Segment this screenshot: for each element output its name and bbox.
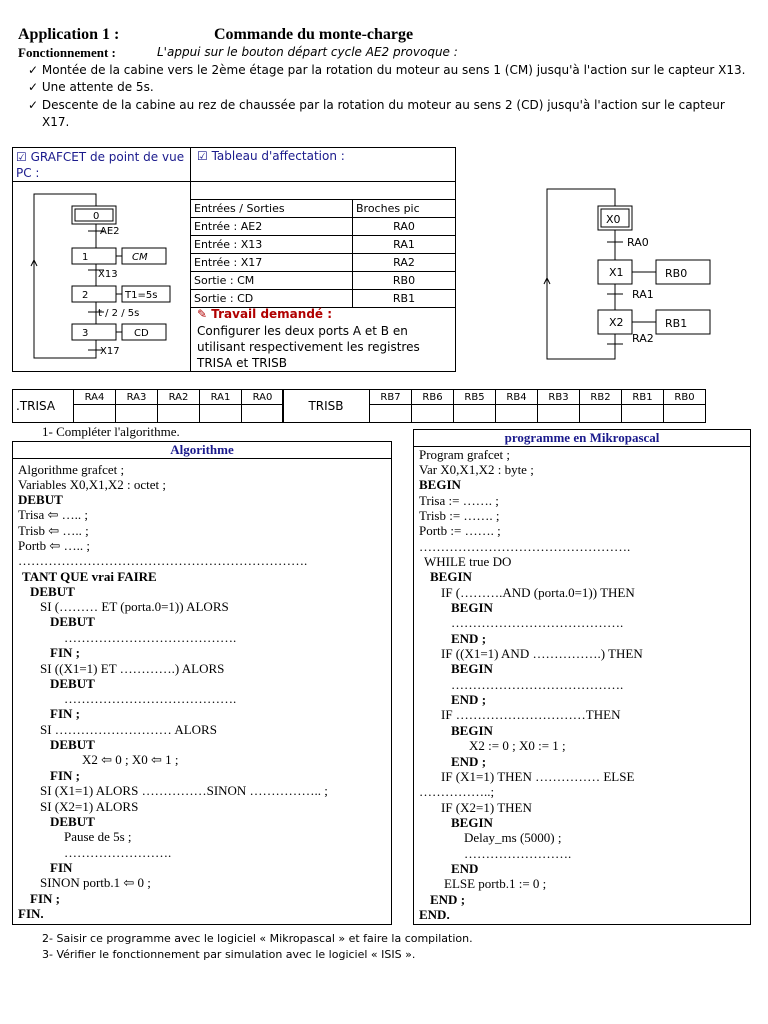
- transition-label: t / 2 / 5s: [98, 308, 140, 319]
- bit-value-field[interactable]: [158, 405, 200, 423]
- table-cell: Entrée : X13: [191, 236, 353, 254]
- table-cell: Entrée : AE2: [191, 218, 353, 236]
- transition-label: RA1: [632, 288, 654, 301]
- trisa-register: [12, 389, 284, 423]
- code-line: Trisb ⇦ ….. ;: [18, 523, 89, 538]
- pencil-icon: ✎: [197, 307, 212, 321]
- code-line: DEBUT: [18, 492, 63, 507]
- mikropascal-title: programme en Mikropascal: [504, 430, 660, 445]
- bit-value-field[interactable]: [622, 405, 664, 423]
- table-row: [191, 272, 456, 290]
- bit-value-field[interactable]: [370, 405, 412, 423]
- code-line: TANT QUE vrai FAIRE: [22, 569, 157, 584]
- bit-label: RB6: [412, 390, 454, 405]
- code-line: ………………………………….: [64, 630, 237, 645]
- bit-value-field[interactable]: [580, 405, 622, 423]
- code-line: SI ((X1=1) ET ………….) ALORS: [40, 661, 225, 676]
- code-line: BEGIN: [451, 600, 493, 615]
- bit-label: RA0: [242, 390, 284, 405]
- code-line: DEBUT: [30, 584, 75, 599]
- action-label: CM: [132, 252, 148, 263]
- divider: [12, 458, 392, 459]
- code-line: IF (……….AND (porta.0=1)) THEN: [441, 585, 635, 600]
- code-line: DEBUT: [50, 814, 95, 829]
- code-line: Trisa ⇦ ….. ;: [18, 507, 89, 522]
- step-label: 3: [82, 328, 89, 339]
- step-2: [72, 286, 116, 302]
- list-item: ✓ Descente de la cabine au rez de chaussée par la rotation du moteur au sens 2 (CD) jusqu'à l'action sur le capteur: [28, 98, 725, 112]
- code-line: FIN ;: [50, 645, 80, 660]
- code-line: IF (X1=1) THEN …………… ELSE: [441, 769, 635, 784]
- table-cell: Entrée : X17: [191, 254, 353, 272]
- code-line: Portb := ……. ;: [419, 523, 501, 538]
- code-line: Trisb := ……. ;: [419, 508, 500, 523]
- list-item: ✓ Une attente de 5s.: [28, 80, 154, 94]
- table-cell: Sortie : CM: [191, 272, 353, 290]
- question-1: 1- Compléter l'algorithme.: [42, 424, 180, 439]
- list-item: ✓ Montée de la cabine vers le 2ème étage par la rotation du moteur au sens 1 (CM) jusqu'à l'action sur le capteur X13.: [28, 63, 746, 77]
- code-line: ELSE portb.1 := 0 ;: [444, 876, 547, 891]
- algorithme-title: Algorithme: [170, 442, 234, 457]
- assignment-table: [190, 199, 456, 308]
- question-3: 3- Vérifier le fonctionnement par simulation avec le logiciel « ISIS ».: [42, 948, 416, 961]
- code-line: IF ((X1=1) AND …………….) THEN: [441, 646, 643, 661]
- code-line: BEGIN: [419, 477, 461, 492]
- code-line: X2 ⇦ 0 ; X0 ⇦ 1 ;: [82, 752, 179, 767]
- bit-value-field[interactable]: [538, 405, 580, 423]
- code-line: …………………….: [64, 845, 172, 860]
- code-line: FIN ;: [30, 891, 60, 906]
- bit-label: RA3: [116, 390, 158, 405]
- bit-value-field[interactable]: [116, 405, 158, 423]
- transition-label: X17: [100, 346, 120, 357]
- bit-label: RB7: [370, 390, 412, 405]
- table-cell: RA2: [353, 254, 456, 272]
- affectation-title: ☑ Tableau d'affectation :: [197, 149, 345, 163]
- code-line: FIN ;: [50, 706, 80, 721]
- bit-value-field[interactable]: [200, 405, 242, 423]
- code-line: BEGIN: [451, 723, 493, 738]
- trisb-label: TRISB: [283, 390, 370, 423]
- transition-label: RA2: [632, 332, 654, 345]
- bit-label: RB5: [454, 390, 496, 405]
- step-label: X2: [609, 316, 624, 329]
- checkbox-icon: ☑: [16, 150, 31, 164]
- table-header-row: [191, 200, 456, 218]
- checkbox-icon: ☑: [197, 149, 212, 163]
- transition-label: X13: [98, 269, 118, 280]
- code-line: END ;: [451, 631, 487, 646]
- code-line: ………………………………………………………….: [18, 553, 308, 568]
- code-line: END ;: [451, 692, 487, 707]
- step-label: 0: [93, 211, 100, 222]
- step-label: 1: [82, 252, 89, 263]
- code-line: Variables X0,X1,X2 : octet ;: [18, 477, 167, 492]
- code-line: Delay_ms (5000) ;: [464, 830, 562, 845]
- table-row: [191, 218, 456, 236]
- bit-label: RB2: [580, 390, 622, 405]
- divider: [190, 181, 456, 182]
- grafcet-pc-diagram: [12, 182, 190, 372]
- code-line: ………………………………….: [451, 677, 624, 692]
- code-line: ……………..;: [419, 784, 495, 799]
- transition-label: RA0: [627, 236, 649, 249]
- bit-value-field[interactable]: [664, 405, 706, 423]
- work-title: ✎ Travail demandé :: [197, 307, 333, 321]
- code-line: X2 := 0 ; X0 := 1 ;: [469, 738, 566, 753]
- action-label: RB0: [665, 267, 688, 280]
- bit-value-field[interactable]: [242, 405, 284, 423]
- bit-label: RB3: [538, 390, 580, 405]
- code-line: DEBUT: [50, 737, 95, 752]
- bit-value-field[interactable]: [496, 405, 538, 423]
- bit-label: RB4: [496, 390, 538, 405]
- action-label: RB1: [665, 317, 688, 330]
- code-line: SINON portb.1 ⇦ 0 ;: [40, 875, 151, 890]
- code-line: FIN: [50, 860, 73, 875]
- code-line: Portb ⇦ ….. ;: [18, 538, 90, 553]
- table-row: [191, 236, 456, 254]
- code-line: DEBUT: [50, 614, 95, 629]
- action-label: CD: [134, 328, 149, 339]
- code-line: END ;: [430, 892, 466, 907]
- table-header: Entrées / Sorties: [191, 200, 353, 218]
- code-line: IF (X2=1) THEN: [441, 800, 532, 815]
- code-line: SI ……………………… ALORS: [40, 722, 217, 737]
- bit-value-field[interactable]: [74, 405, 116, 423]
- fonctionnement-label: Fonctionnement :: [18, 45, 116, 60]
- code-line: END ;: [451, 754, 487, 769]
- code-line: FIN ;: [50, 768, 80, 783]
- code-line: BEGIN: [451, 815, 493, 830]
- transition-label: AE2: [100, 226, 120, 237]
- table-cell: RB1: [353, 290, 456, 308]
- code-line: ………………………………….: [451, 615, 624, 630]
- code-line: Program grafcet ;: [419, 447, 510, 462]
- step-label: 2: [82, 290, 89, 301]
- grafcet-pc-title: ☑ GRAFCET de point de vue PC :: [16, 150, 185, 180]
- table-row: [191, 290, 456, 308]
- trisa-label: .TRISA: [13, 390, 74, 423]
- work-text: Configurer les deux ports A et B en utilisant respectivement les registres TRISA et TRISB: [197, 324, 420, 370]
- page-title: Commande du monte-charge: [214, 26, 414, 43]
- code-line: WHILE true DO: [424, 554, 512, 569]
- fonctionnement-text: L'appui sur le bouton départ cycle AE2 provoque :: [157, 45, 458, 59]
- step-label: X1: [609, 266, 624, 279]
- bit-label: RB1: [622, 390, 664, 405]
- code-line: FIN.: [18, 906, 44, 921]
- table-cell: RA1: [353, 236, 456, 254]
- code-line: Trisa := ……. ;: [419, 493, 499, 508]
- table-row: [191, 254, 456, 272]
- action-label: T1=5s: [125, 290, 158, 301]
- code-line: SI (X1=1) ALORS ……………SINON …………….. ;: [40, 783, 328, 798]
- checkmark-icon: ✓: [28, 98, 42, 112]
- checkmark-icon: ✓: [28, 80, 42, 94]
- application-label: Application 1 :: [18, 26, 120, 43]
- checkmark-icon: ✓: [28, 63, 42, 77]
- bit-label: RA4: [74, 390, 116, 405]
- trisb-register: [282, 389, 706, 423]
- code-line: BEGIN: [451, 661, 493, 676]
- bit-value-field[interactable]: [412, 405, 454, 423]
- code-line: END: [451, 861, 479, 876]
- bit-value-field[interactable]: [454, 405, 496, 423]
- code-line: END.: [419, 907, 450, 922]
- table-cell: Sortie : CD: [191, 290, 353, 308]
- table-cell: RA0: [353, 218, 456, 236]
- code-line: DEBUT: [50, 676, 95, 691]
- code-line: ………………………………………….: [419, 539, 631, 554]
- code-line: IF …………………………THEN: [441, 707, 621, 722]
- table-header: Broches pic: [353, 200, 456, 218]
- table-cell: RB0: [353, 272, 456, 290]
- step-label: X0: [606, 213, 621, 226]
- question-2: 2- Saisir ce programme avec le logiciel « Mikropascal » et faire la compilation.: [42, 932, 473, 945]
- code-line: …………………….: [464, 846, 572, 861]
- code-line: SI (……… ET (porta.0=1)) ALORS: [40, 599, 229, 614]
- code-line: Pause de 5s ;: [64, 829, 132, 844]
- code-line: SI (X2=1) ALORS: [40, 799, 139, 814]
- step-3: [72, 324, 116, 340]
- grafcet-pic-diagram: [540, 184, 720, 364]
- code-line: Algorithme grafcet ;: [18, 462, 125, 477]
- code-line: BEGIN: [430, 569, 472, 584]
- bit-label: RA2: [158, 390, 200, 405]
- code-line: ………………………………….: [64, 691, 237, 706]
- step-1: [72, 248, 116, 264]
- list-item-continuation: X17.: [42, 115, 70, 129]
- code-line: Var X0,X1,X2 : byte ;: [419, 462, 534, 477]
- bit-label: RA1: [200, 390, 242, 405]
- bit-label: RB0: [664, 390, 706, 405]
